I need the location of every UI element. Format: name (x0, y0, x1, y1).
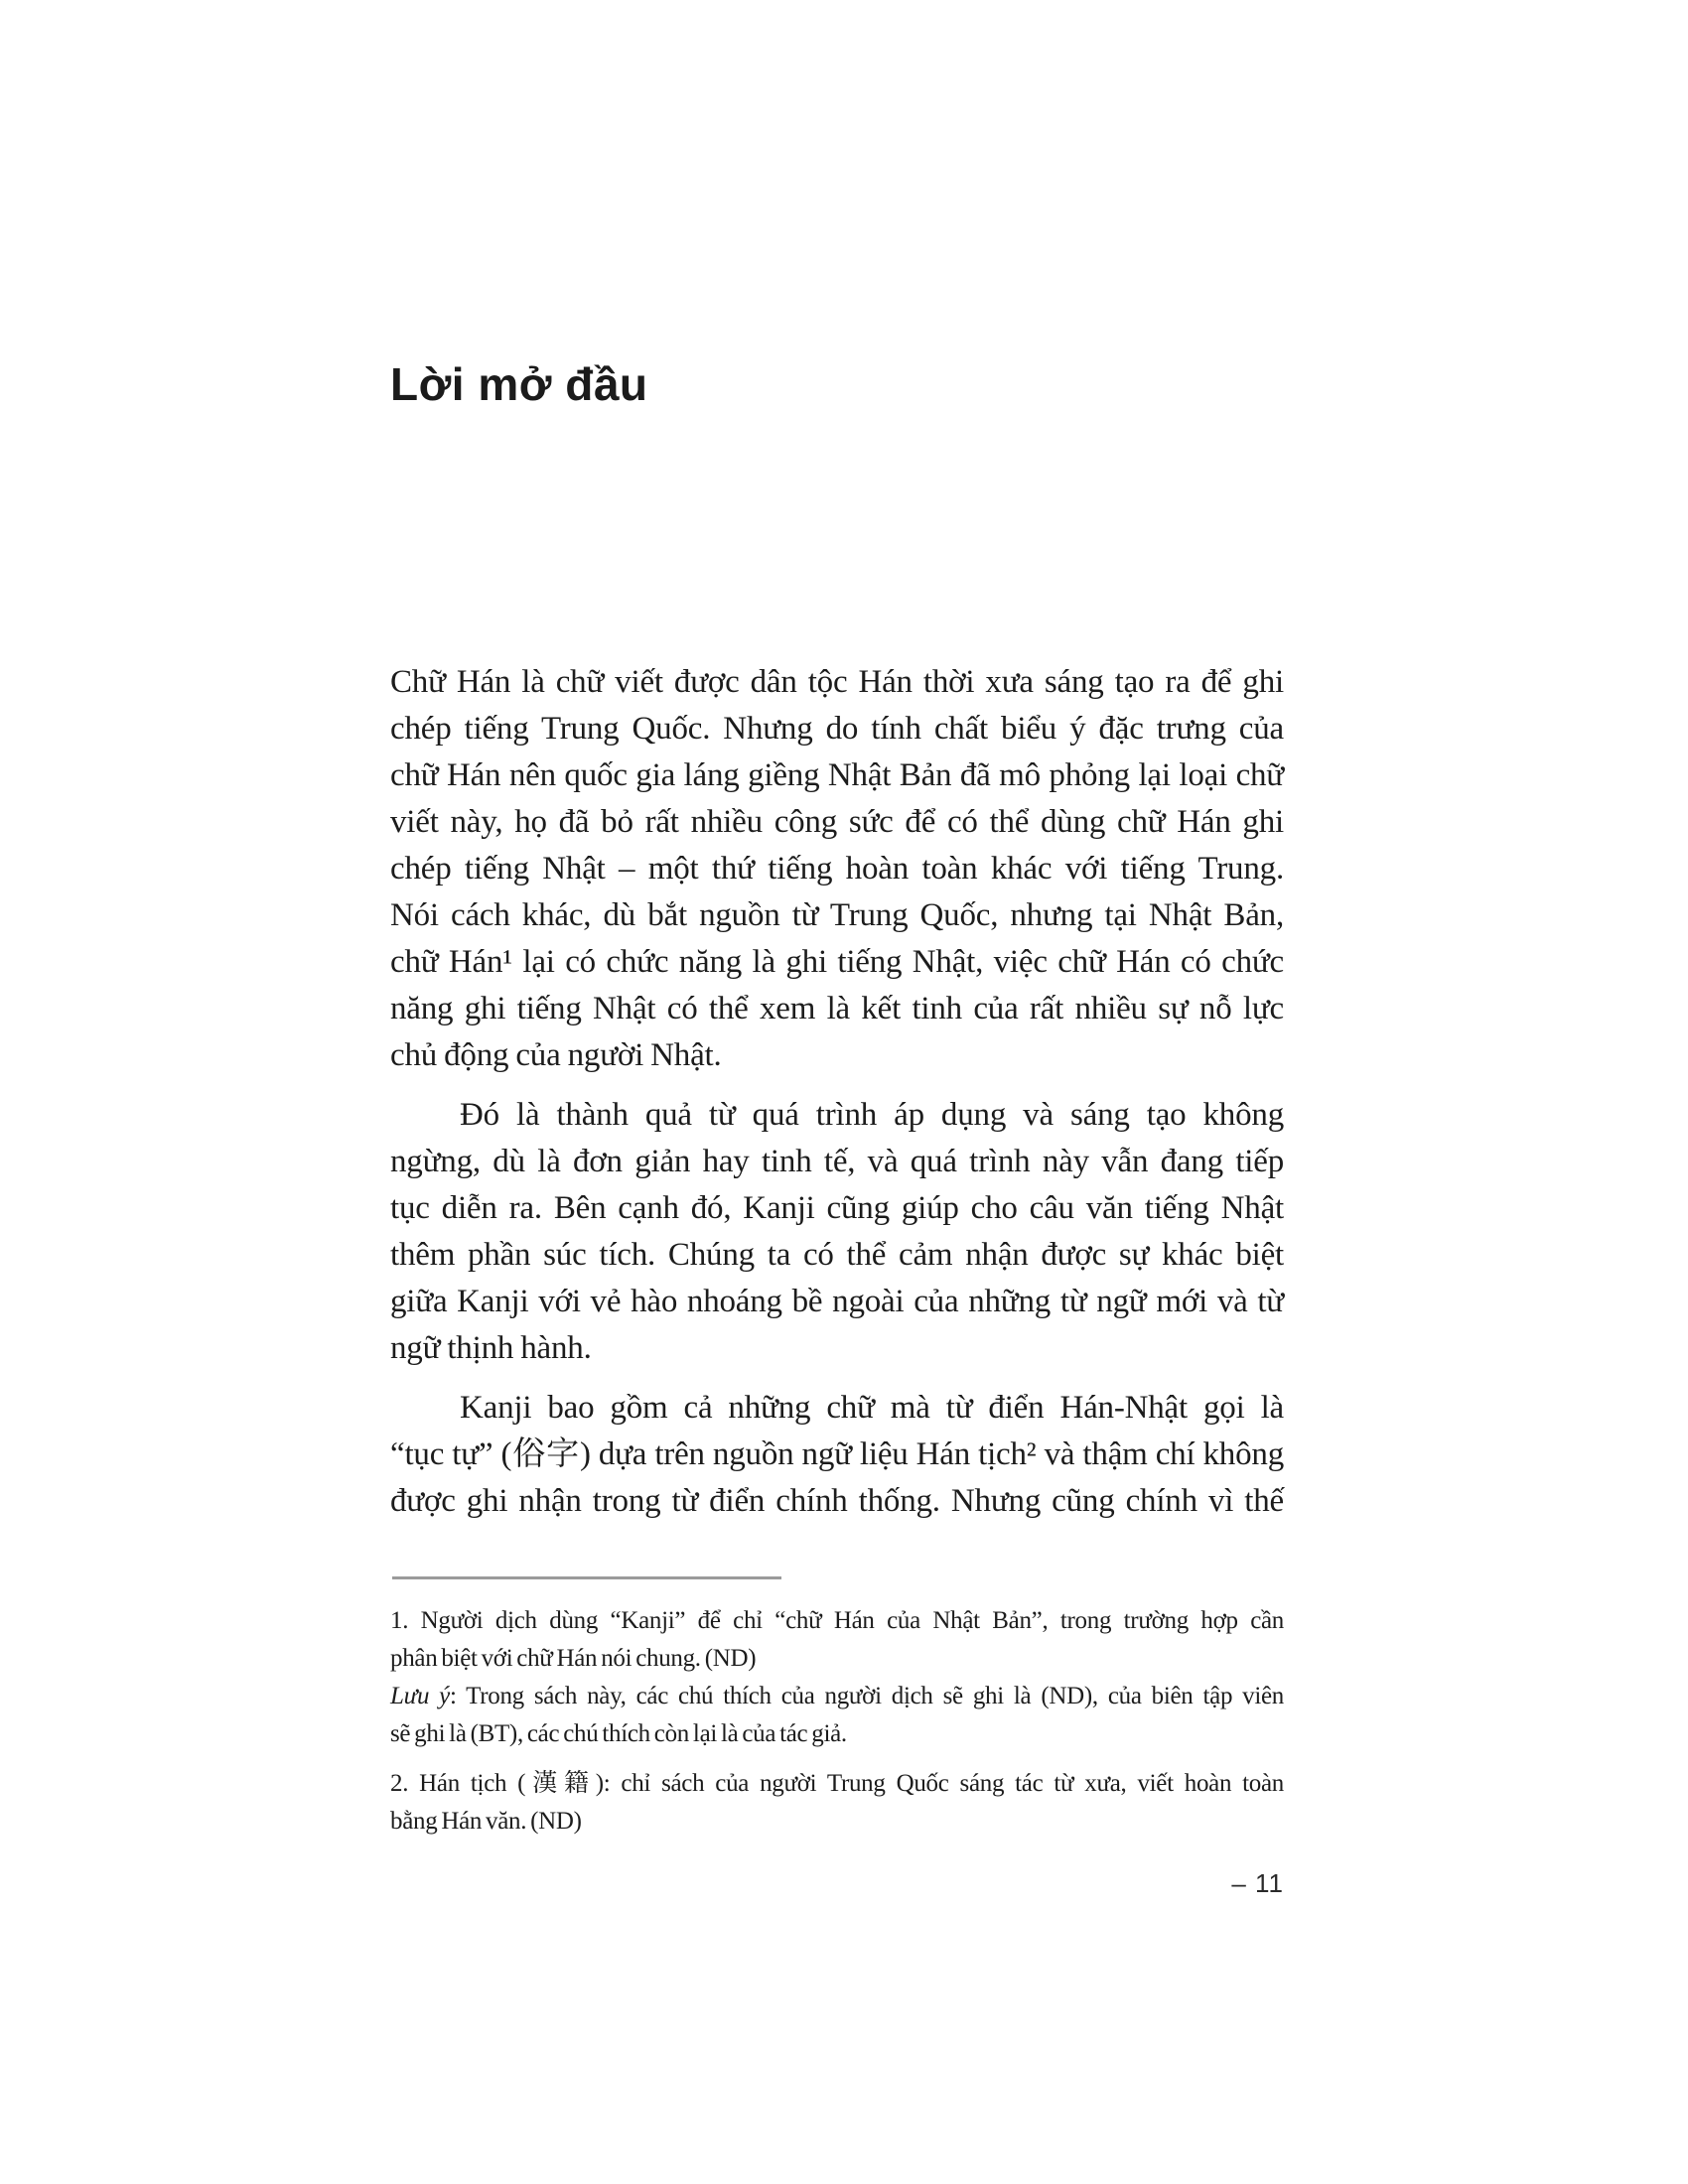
text-line: viết này, họ đã bỏ rất nhiều công sức để có thể dùng chữ Hán ghi (390, 804, 1284, 840)
text-line: sẽ ghi là (BT), các chú thích còn lại là của tác giả. (390, 1720, 847, 1747)
body-text (390, 659, 1284, 1525)
text-line: ngừng, dù là đơn giản hay tinh tế, và quá trình này vẫn đang tiếp (390, 1144, 1284, 1179)
page-number: – 11 (1231, 1868, 1284, 1898)
footnote-divider (392, 1576, 781, 1579)
text-line: phân biệt với chữ Hán nói chung. (ND) (390, 1645, 757, 1672)
page-title: Lời mở đầu (390, 358, 648, 410)
note-lead-rest: : Trong sách này, các chú thích của người dịch sẽ ghi là (ND), của biên tập viên (449, 1683, 1284, 1709)
footnote-1 (390, 1602, 1284, 1678)
paragraph-3 (390, 1385, 1284, 1525)
text-line: chủ động của người Nhật. (390, 1037, 722, 1073)
text-line: Chữ Hán là chữ viết được dân tộc Hán thời xưa sáng tạo ra để ghi (390, 664, 1284, 700)
text-line: “tục tự” (俗字) dựa trên nguồn ngữ liệu Hán tịch² và thậm chí không (390, 1436, 1284, 1472)
paragraph-2 (390, 1092, 1284, 1372)
text-line: được ghi nhận trong từ điển chính thống. Nhưng cũng chính vì thế (390, 1483, 1284, 1519)
text-line: Đó là thành quả từ quá trình áp dụng và sáng tạo không (460, 1097, 1284, 1133)
text-line: Kanji bao gồm cả những chữ mà từ điển Hán-Nhật gọi là (460, 1390, 1284, 1426)
note-lead-italic: Lưu ý (390, 1683, 450, 1709)
text-line: giữa Kanji với vẻ hào nhoáng bề ngoài của những từ ngữ mới và từ (390, 1284, 1284, 1319)
text-line: bằng Hán văn. (ND) (390, 1808, 582, 1835)
text-line: 1. Người dịch dùng “Kanji” để chỉ “chữ Hán của Nhật Bản”, trong trường hợp cần (390, 1607, 1284, 1634)
text-line: 2. Hán tịch (漢籍): chỉ sách của người Trung Quốc sáng tác từ xưa, viết hoàn toàn (390, 1770, 1284, 1797)
text-line (390, 1678, 1284, 1715)
text-line: năng ghi tiếng Nhật có thể xem là kết tinh của rất nhiều sự nỗ lực (390, 991, 1284, 1026)
paragraph-1 (390, 659, 1284, 1079)
text-line: thêm phần súc tích. Chúng ta có thể cảm nhận được sự khác biệt (390, 1237, 1284, 1273)
footnote-2 (390, 1765, 1284, 1841)
text-line: chữ Hán¹ lại có chức năng là ghi tiếng Nhật, việc chữ Hán có chức (390, 944, 1284, 980)
text-line: tục diễn ra. Bên cạnh đó, Kanji cũng giúp cho câu văn tiếng Nhật (390, 1190, 1284, 1226)
footnotes (390, 1602, 1284, 1841)
text-line: chép tiếng Nhật – một thứ tiếng hoàn toàn khác với tiếng Trung. (390, 851, 1284, 887)
text-line: chữ Hán nên quốc gia láng giềng Nhật Bản đã mô phỏng lại loại chữ (390, 757, 1284, 793)
footnote-translator-note (390, 1678, 1284, 1753)
text-line: Nói cách khác, dù bắt nguồn từ Trung Quốc, nhưng tại Nhật Bản, (390, 897, 1284, 933)
text-line: chép tiếng Trung Quốc. Nhưng do tính chất biểu ý đặc trưng của (390, 711, 1284, 747)
text-line: ngữ thịnh hành. (390, 1330, 592, 1366)
